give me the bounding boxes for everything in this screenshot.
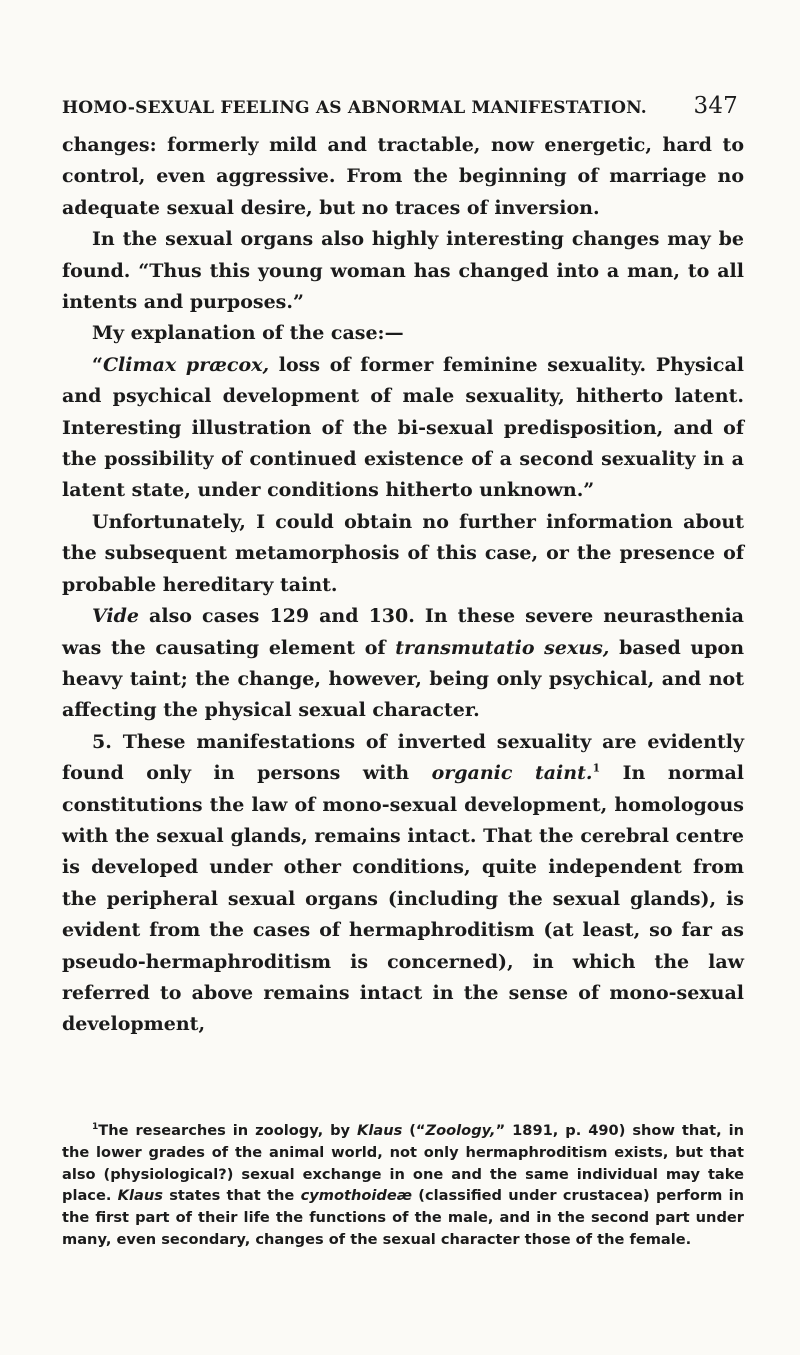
footnote-text-d: states that the: [162, 1187, 301, 1205]
organic-taint-italic: organic taint.: [431, 762, 593, 785]
paragraph-1-text: changes: formerly mild and tractable, now energetic, hard to control, even aggressive. From the beginning of marriage no adequate sexual desire, but no traces of inversion.: [62, 134, 744, 219]
footnotes: [62, 1120, 744, 1251]
paragraph-6-text-b: based upon heavy taint; the change, however, being only psychical, and not affecting the physical sexual character.: [62, 636, 745, 722]
paragraph-6-text-a: also cases 129 and 130. In these severe neurasthenia was the causating element of: [62, 605, 744, 659]
zoology-italic: Zoology,: [425, 1122, 496, 1139]
paragraph-7: [62, 727, 744, 1041]
body-text: [62, 130, 744, 1041]
paragraph-5: [62, 507, 744, 601]
footnote-ref: 1: [592, 761, 601, 775]
paragraph-3-text: My explanation of the case:—: [92, 322, 404, 345]
page-number: 347: [693, 93, 738, 119]
klaus-italic-2: Klaus: [117, 1187, 163, 1205]
cymothoideae-italic: cymothoideæ: [300, 1187, 413, 1205]
paragraph-7-text-a: 5. These manifestations of inverted sexuality are evidently found only in persons with: [62, 730, 744, 785]
footnote-marker: 1: [92, 1122, 99, 1133]
footnote-text-b: (“: [402, 1122, 426, 1139]
klaus-italic-1: Klaus: [357, 1122, 403, 1139]
vide-italic: Vide: [92, 605, 139, 628]
paragraph-2: [62, 224, 744, 318]
footnote-1: [62, 1120, 744, 1251]
running-head-title: HOMO-SEXUAL FEELING AS ABNORMAL MANIFESTATION.: [62, 98, 647, 118]
footnote-text-e: (classified under crustacea) perform in the first part of their life the functions of the male, and in the second part under many, even secondary, changes of the sexual character those of the female.: [62, 1187, 744, 1248]
climax-praecox-italic: Climax præcox,: [102, 353, 270, 376]
paragraph-2-text: In the sexual organs also highly interesting changes may be found. “Thus this young woman has changed into a man, to all intents and purposes.”: [62, 228, 744, 314]
open-quote: “: [92, 353, 103, 376]
paragraph-7-text-b: In normal constitutions the law of mono-sexual development, homologous with the sexual glands, remains intact. That the cerebral centre is developed under other conditions, quite independent from the peripheral sexual organs (including the sexual glands), is evident from the cases of hermaphroditism (at least, so far as pseudo-hermaphroditism is concerned), in which the law referred to above remains intact in the sense of mono-sexual development,: [62, 762, 745, 1036]
paragraph-4-text: loss of former feminine sexuality. Physical and psychical development of male sexuality, hitherto latent. Interesting illustration of the bi-sexual predisposition, and of the possibility of continued existence of a second sexuality in a latent state, under conditions hitherto unknown.”: [62, 353, 744, 502]
footnote-text-a: The researches in zoology, by: [98, 1122, 358, 1139]
footnote-text-c: ” 1891, p. 490) show that, in the lower grades of the animal world, not only hermaphroditism exists, but that also (physiological?) sexual exchange in one and the same individual may take place.: [62, 1122, 745, 1205]
paragraph-6: [62, 601, 744, 727]
paragraph-1: [62, 130, 744, 224]
paragraph-4: [62, 350, 744, 507]
transmutatio-italic: transmutatio sexus,: [395, 636, 610, 659]
paragraph-5-text: Unfortunately, I could obtain no further information about the subsequent metamorphosis of this case, or the presence of probable hereditary taint.: [62, 510, 744, 596]
running-head: [62, 94, 738, 120]
paragraph-3: [62, 318, 744, 349]
